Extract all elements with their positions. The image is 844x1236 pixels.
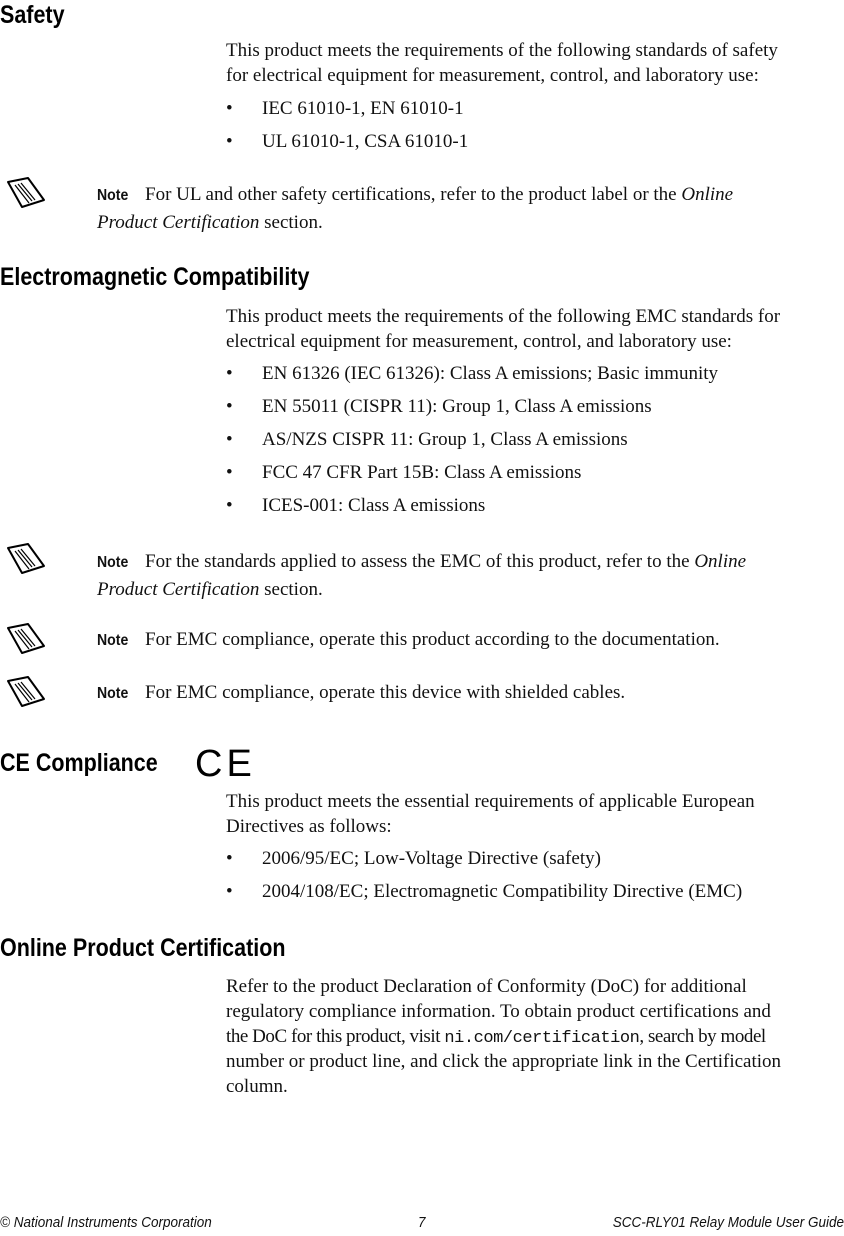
note-line-1 xyxy=(97,626,837,654)
note-label: Note xyxy=(97,187,129,204)
certification-url-link[interactable]: ni.com/certification xyxy=(444,1029,640,1048)
safety-heading: Safety xyxy=(0,1,65,29)
note-label: Note xyxy=(97,554,129,571)
note-icon xyxy=(6,542,46,576)
bullet: • xyxy=(226,462,233,483)
note-label: Note xyxy=(97,685,129,702)
note-link-text: Online xyxy=(694,551,747,572)
emc-note-standards xyxy=(97,548,837,603)
note-line-1 xyxy=(97,548,837,576)
ce-mark-icon xyxy=(195,742,256,785)
list-item-text: ICES-001: Class A emissions xyxy=(262,495,486,516)
emc-intro-line-1: This product meets the requirements of the following EMC standards for xyxy=(226,306,781,327)
ce-intro-line-1: This product meets the essential requirements of applicable European xyxy=(226,791,755,812)
footer-copyright: © National Instruments Corporation xyxy=(0,1214,212,1231)
note-icon xyxy=(6,176,46,210)
note-text: For EMC compliance, operate this product according to the documentation. xyxy=(145,629,720,650)
opc-line-4: number or product line, and click the appropriate link in the Certification xyxy=(226,1051,782,1072)
emc-note-shielded-cables xyxy=(97,679,837,707)
list-item-text: 2006/95/EC; Low-Voltage Directive (safety) xyxy=(262,848,601,869)
note-text: For the standards applied to assess the EMC of this product, refer to the xyxy=(145,551,695,572)
bullet: • xyxy=(226,495,233,516)
note-text: For EMC compliance, operate this device with shielded cables. xyxy=(145,682,626,703)
note-link-text: Product Certification xyxy=(97,212,260,233)
note-link-text: Product Certification xyxy=(97,579,260,600)
opc-line-2: regulatory compliance information. To obtain product certifications and xyxy=(226,1001,771,1022)
bullet: • xyxy=(226,848,233,869)
opc-line-3 xyxy=(226,1024,838,1051)
note-line-2 xyxy=(97,209,837,236)
bullet: • xyxy=(226,396,233,417)
note-text: For UL and other safety certifications, refer to the product label or the xyxy=(145,184,682,205)
opc-line-1: Refer to the product Declaration of Conformity (DoC) for additional xyxy=(226,976,747,997)
opc-text: the DoC for this product, visit xyxy=(226,1026,445,1047)
list-item-text: EN 61326 (IEC 61326): Class A emissions; Basic immunity xyxy=(262,363,718,384)
note-line-2 xyxy=(97,576,837,603)
emc-note-documentation xyxy=(97,626,837,654)
safety-intro-line-2: for electrical equipment for measurement, control, and laboratory use: xyxy=(226,65,759,86)
note-line-1 xyxy=(97,679,837,707)
safety-note xyxy=(97,181,837,236)
note-label: Note xyxy=(97,632,129,649)
bullet: • xyxy=(226,131,233,152)
note-text: section. xyxy=(259,212,323,233)
opc-text: , search by model xyxy=(639,1026,766,1047)
note-icon xyxy=(6,675,46,709)
list-item-text: IEC 61010-1, EN 61010-1 xyxy=(262,98,464,119)
bullet: • xyxy=(226,363,233,384)
list-item-text: FCC 47 CFR Part 15B: Class A emissions xyxy=(262,462,582,483)
opc-line-5: column. xyxy=(226,1076,288,1097)
opc-heading: Online Product Certification xyxy=(0,934,286,962)
ce-intro-line-2: Directives as follows: xyxy=(226,816,392,837)
note-icon xyxy=(6,622,46,656)
list-item-text: UL 61010-1, CSA 61010-1 xyxy=(262,131,469,152)
list-item-text: 2004/108/EC; Electromagnetic Compatibility Directive (EMC) xyxy=(262,881,743,902)
bullet: • xyxy=(226,429,233,450)
list-item-text: AS/NZS CISPR 11: Group 1, Class A emissions xyxy=(262,429,628,450)
bullet: • xyxy=(226,881,233,902)
footer-guide-title: SCC-RLY01 Relay Module User Guide xyxy=(612,1214,844,1231)
note-text: section. xyxy=(259,579,323,600)
list-item-text: EN 55011 (CISPR 11): Group 1, Class A emissions xyxy=(262,396,652,417)
note-link-text: Online xyxy=(681,184,734,205)
note-line-1 xyxy=(97,181,837,209)
ce-heading: CE Compliance xyxy=(0,749,158,777)
page-number: 7 xyxy=(418,1214,426,1231)
ce-mark-text: CE xyxy=(195,743,256,785)
bullet: • xyxy=(226,98,233,119)
safety-intro-line-1: This product meets the requirements of the following standards of safety xyxy=(226,40,778,61)
emc-heading: Electromagnetic Compatibility xyxy=(0,263,310,291)
emc-intro-line-2: electrical equipment for measurement, control, and laboratory use: xyxy=(226,331,732,352)
